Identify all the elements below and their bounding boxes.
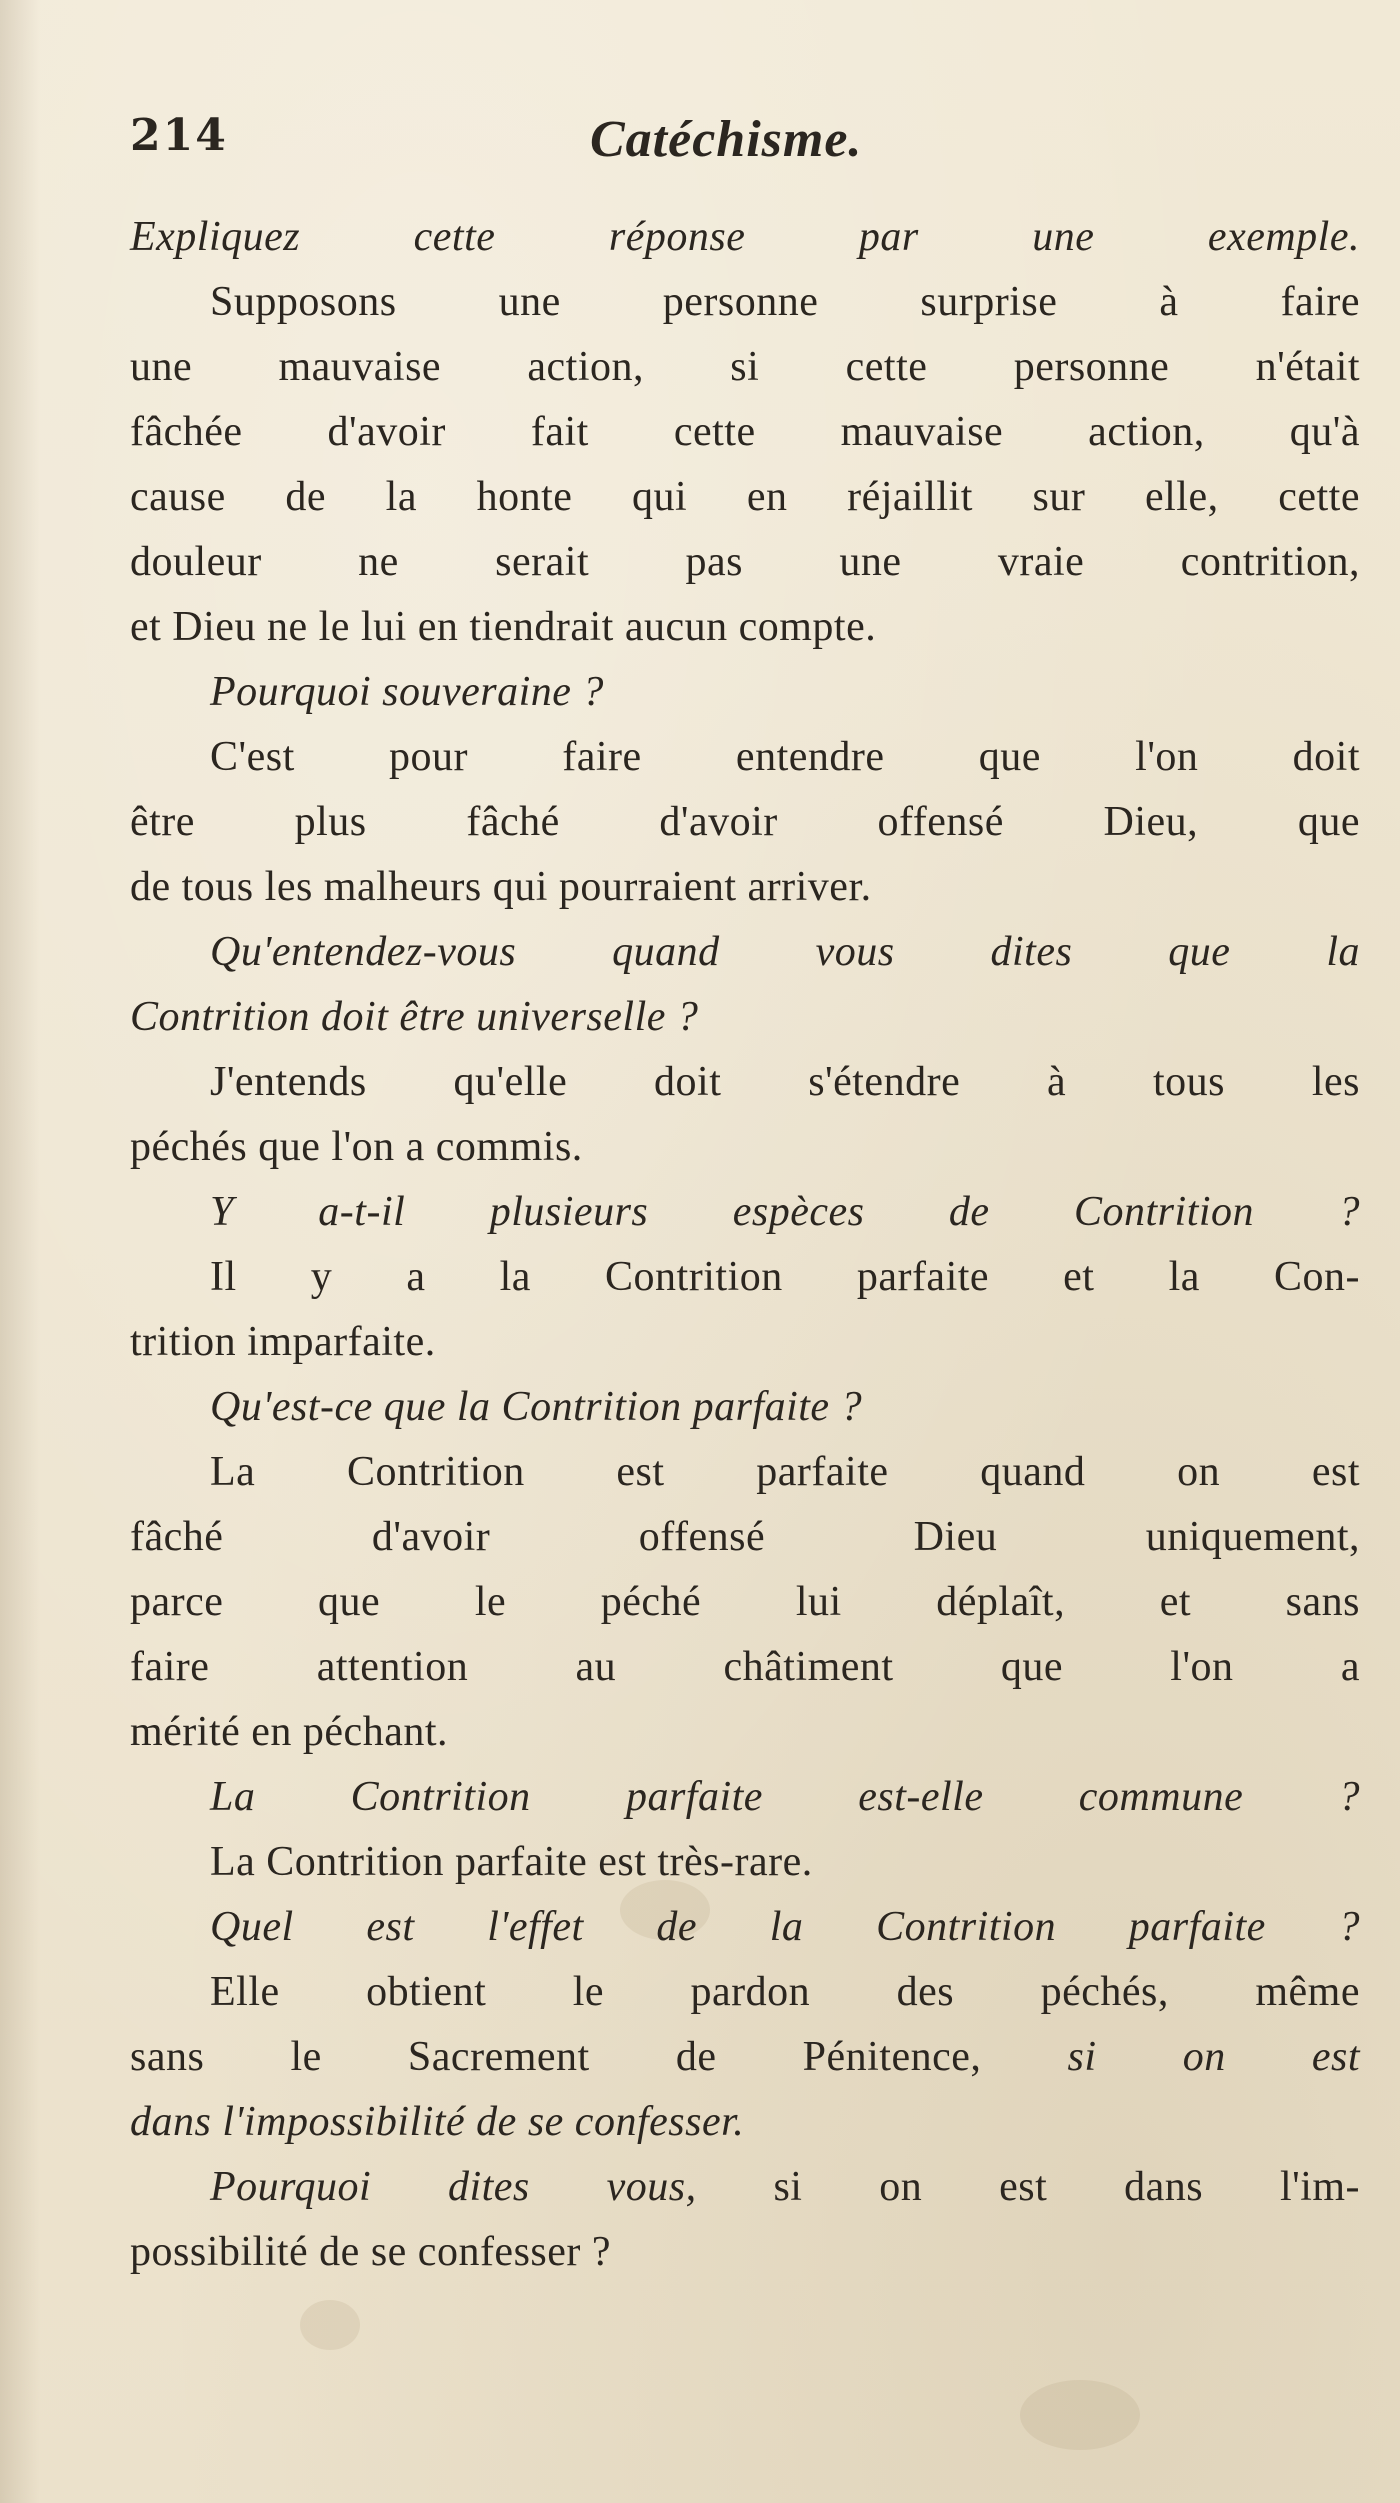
answer-text: sans le Sacrement de Pénitence, bbox=[130, 2034, 982, 2080]
answer-line: péchés que l'on a commis. bbox=[130, 1124, 583, 1170]
question-line: Quel est l'effet de la Contrition parfaite ? bbox=[210, 1904, 1360, 1950]
question-line: Expliquez cette réponse par une exemple. bbox=[130, 214, 1360, 260]
question-line bbox=[130, 2155, 1360, 2220]
question-italic-text: Pourquoi dites vous, bbox=[210, 2164, 697, 2210]
answer-line: mérité en péchant. bbox=[130, 1709, 449, 1755]
paper-stain bbox=[300, 2300, 360, 2350]
answer-italic-text: si on est bbox=[1067, 2034, 1361, 2080]
question-line: La Contrition parfaite est-elle commune ? bbox=[210, 1774, 1360, 1820]
question-line: Qu'est-ce que la Contrition parfaite ? bbox=[210, 1384, 863, 1430]
answer-line: cause de la honte qui en réjaillit sur elle, cette bbox=[130, 474, 1360, 520]
answer-line: La Contrition est parfaite quand on est bbox=[210, 1449, 1360, 1495]
answer-italic-line: dans l'impossibilité de se confesser. bbox=[130, 2099, 745, 2145]
answer-line bbox=[130, 2025, 1360, 2090]
answer-line: être plus fâché d'avoir offensé Dieu, que bbox=[130, 799, 1360, 845]
answer-line: J'entends qu'elle doit s'étendre à tous les bbox=[210, 1059, 1360, 1105]
answer-line: Supposons une personne surprise à faire bbox=[210, 279, 1360, 325]
question-line: Qu'entendez-vous quand vous dites que la bbox=[210, 929, 1360, 975]
answer-line: trition imparfaite. bbox=[130, 1319, 436, 1365]
answer-line: C'est pour faire entendre que l'on doit bbox=[210, 734, 1360, 780]
answer-line: douleur ne serait pas une vraie contrition, bbox=[130, 539, 1360, 585]
answer-line: Il y a la Contrition parfaite et la Con- bbox=[210, 1254, 1360, 1300]
page-header bbox=[130, 110, 1270, 170]
running-title: Catéchisme. bbox=[590, 111, 863, 168]
paper-stain bbox=[1020, 2380, 1140, 2450]
question-line: Contrition doit être universelle ? bbox=[130, 994, 699, 1040]
answer-line: et Dieu ne le lui en tiendrait aucun compte. bbox=[130, 604, 877, 650]
answer-line: de tous les malheurs qui pourraient arriver. bbox=[130, 864, 872, 910]
answer-line: Elle obtient le pardon des péchés, même bbox=[210, 1969, 1360, 2015]
answer-line: fâché d'avoir offensé Dieu uniquement, bbox=[130, 1514, 1360, 1560]
question-line: Pourquoi souveraine ? bbox=[210, 669, 604, 715]
answer-line: parce que le péché lui déplaît, et sans bbox=[130, 1579, 1360, 1625]
question-line: Y a-t-il plusieurs espèces de Contrition ? bbox=[210, 1189, 1360, 1235]
page-number: 214 bbox=[130, 110, 228, 161]
answer-line: faire attention au châtiment que l'on a bbox=[130, 1644, 1360, 1690]
answer-line: une mauvaise action, si cette personne n'était bbox=[130, 344, 1360, 390]
question-line: possibilité de se confesser ? bbox=[130, 2229, 612, 2275]
answer-line: La Contrition parfaite est très-rare. bbox=[210, 1839, 813, 1885]
question-roman-text: si on est dans l'im- bbox=[773, 2164, 1361, 2210]
page-body bbox=[130, 205, 1360, 2285]
answer-line: fâchée d'avoir fait cette mauvaise action, qu'à bbox=[130, 409, 1360, 455]
